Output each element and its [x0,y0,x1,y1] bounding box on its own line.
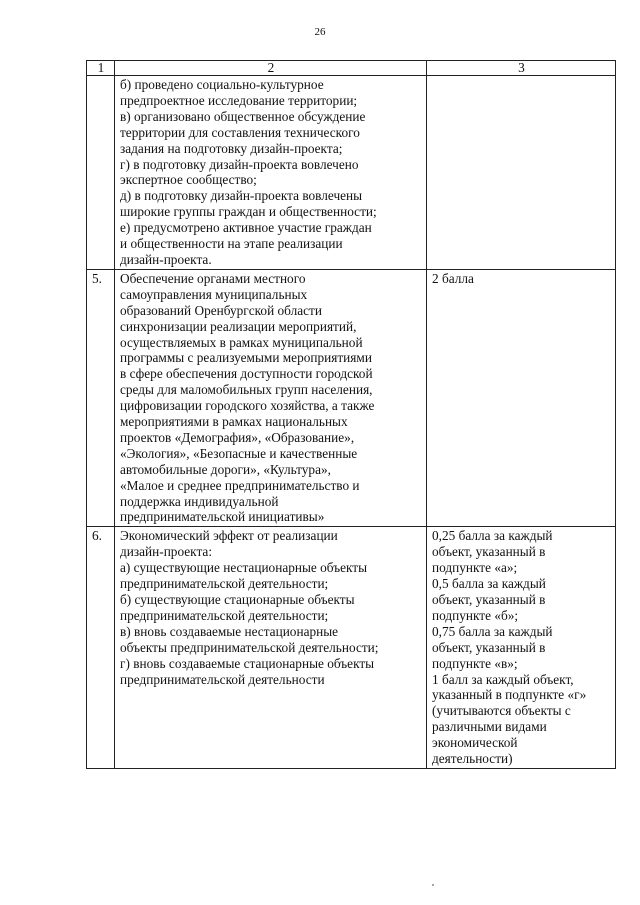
score-line: экономической [432,735,518,751]
row-number: 6. [87,527,115,769]
column-header-number: 1 [87,61,115,76]
criterion-line: автомобильные дороги», «Культура», [120,461,331,477]
score-cell [427,76,616,270]
criterion-cell [115,269,427,527]
table-row [87,76,616,270]
column-header-score: 3 [427,61,616,76]
criterion-line: мероприятиями в рамках национальных [120,414,348,430]
row-number: 5. [87,269,115,527]
criterion-line: образований Оренбургской области [120,302,322,318]
score-line: 2 балла [432,270,474,286]
criterion-line: широкие группы граждан и общественности; [120,204,377,220]
score-line: 0,75 балла за каждый [432,623,553,639]
criterion-line: цифровизации городского хозяйства, а также [120,398,375,414]
score-line: 1 балл за каждый объект, [432,671,574,687]
criterion-line: осуществляемых в рамках муниципальной [120,334,363,350]
score-line: объект, указанный в [432,639,546,655]
criterion-cell [115,76,427,270]
criterion-line: задания на подготовку дизайн-проекта; [120,140,343,156]
column-header-criterion: 2 [115,61,427,76]
table-row [87,269,616,527]
criterion-line: е) предусмотрено активное участие граждан [120,220,372,236]
score-cell [427,527,616,769]
criterion-line: среды для маломобильных групп населения, [120,382,373,398]
criterion-line: г) вновь создаваемые стационарные объекты [120,655,375,671]
criterion-line: в сфере обеспечения доступности городской [120,366,373,382]
criterion-line: объекты предпринимательской деятельности; [120,639,379,655]
criterion-cell [115,527,427,769]
criterion-line: в) организовано общественное обсуждение [120,108,366,124]
score-line: 0,5 балла за каждый [432,576,546,592]
score-cell [427,269,616,527]
criterion-line: предпринимательской деятельности [120,671,325,687]
score-line: указанный в подпункте «г» [432,687,587,703]
criterion-line: поддержка индивидуальной [120,493,279,509]
criterion-line: предпринимательской инициативы» [120,509,325,525]
criterion-line: дизайн-проекта. [120,251,212,267]
criterion-line: «Малое и среднее предпринимательство и [120,477,360,493]
score-line: деятельности) [432,751,513,767]
score-line: подпункте «а»; [432,560,518,576]
criterion-line: предпроектное исследование территории; [120,92,358,108]
table-body [87,76,616,769]
scan-speck [432,884,434,886]
score-line: 0,25 балла за каждый [432,528,553,544]
criterion-line: в) вновь создаваемые нестационарные [120,623,339,639]
criterion-line: Обеспечение органами местного [120,270,306,286]
criterion-line: предпринимательской деятельности; [120,576,329,592]
page-number: 26 [314,26,326,38]
criterion-line: предпринимательской деятельности; [120,607,329,623]
score-line: объект, указанный в [432,592,546,607]
score-line: объект, указанный в [432,544,546,560]
criterion-line: проектов «Демография», «Образование», [120,429,355,445]
criterion-line: а) существующие нестационарные объекты [120,560,368,576]
score-line: различными видами [432,719,547,735]
criteria-table [86,60,616,769]
criterion-line: д) в подготовку дизайн-проекта вовлечены [120,188,363,204]
criterion-line: территории для составления технического [120,124,360,140]
score-line: подпункте «б»; [432,607,519,623]
criterion-line: «Экология», «Безопасные и качественные [120,445,358,461]
criterion-line: Экономический эффект от реализации [120,528,338,544]
criterion-line: дизайн-проекта: [120,544,213,560]
criterion-line: синхронизации реализации мероприятий, [120,318,357,334]
score-line: подпункте «в»; [432,655,518,671]
criterion-line: и общественности на этапе реализации [120,236,343,252]
criterion-line: б) существующие стационарные объекты [120,592,355,607]
criterion-line: самоуправления муниципальных [120,286,308,302]
table-header-row [87,61,616,76]
table-row [87,527,616,769]
criterion-line: б) проведено социально-культурное [120,77,324,92]
criterion-line: экспертное сообщество; [120,172,257,188]
score-line: (учитываются объекты с [432,703,571,719]
row-number [87,76,115,270]
criterion-line: г) в подготовку дизайн-проекта вовлечено [120,156,359,172]
criterion-line: программы с реализуемыми мероприятиями [120,350,372,366]
